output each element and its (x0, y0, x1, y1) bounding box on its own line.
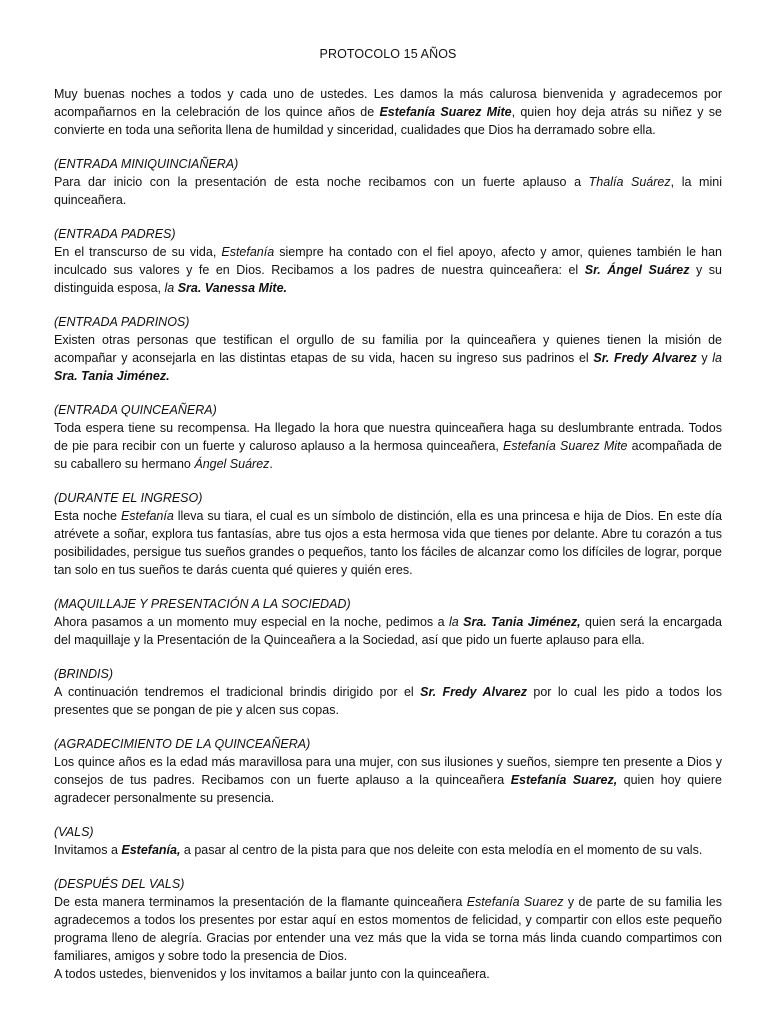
section-10 (54, 875, 722, 965)
text-emphasis: Estefanía Suarez (466, 895, 564, 909)
section-heading: (DESPUÉS DEL VALS) (54, 877, 185, 891)
text-emphasis: Estefanía Suarez, (510, 773, 618, 787)
section-heading: (MAQUILLAJE Y PRESENTACIÓN A LA SOCIEDAD) (54, 597, 351, 611)
section-heading: (BRINDIS) (54, 667, 114, 681)
section-heading: (AGRADECIMIENTO DE LA QUINCEAÑERA) (54, 737, 311, 751)
text-emphasis: Sr. Fredy Alvarez (593, 351, 697, 365)
section-paragraph: Toda espera tiene su recompensa. Ha llegado la hora que nuestra quinceañera haga su deslumbrante entrada. Todos de pie para recibir con un fuerte y caluroso aplauso a la hermosa quinceañera, Estefanía Suarez Mite acompañada de su caballero su hermano Ángel Suárez. (54, 421, 722, 471)
text-emphasis: Sr. Fredy Alvarez (420, 685, 527, 699)
text-emphasis: Estefanía Suarez Mite (379, 105, 512, 119)
section-7 (54, 665, 722, 719)
section-heading: (ENTRADA QUINCEAÑERA) (54, 403, 217, 417)
intro-paragraph: Muy buenas noches a todos y cada uno de ustedes. Les damos la más calurosa bienvenida y agradecemos por acompañarnos en la celebración de los quince años de Estefanía Suarez Mite, quien hoy deja atrás su niñez y se convierte en toda una señorita llena de humildad y sinceridad, cualidades que Dios ha derramado sobre ella. (54, 87, 722, 137)
text-emphasis: Sr. Ángel Suárez (584, 263, 690, 277)
text-emphasis: Estefanía, (121, 843, 181, 857)
section-paragraph: Los quince años es la edad más maravillosa para una mujer, con sus ilusiones y sueños, siempre ten presente a Dios y consejos de tus padres. Recibamos con un fuerte aplauso a la quinceañera Estefanía Suarez, quien hoy quiere agradecer personalmente su presencia. (54, 755, 722, 805)
section-paragraph: Ahora pasamos a un momento muy especial en la noche, pedimos a la Sra. Tania Jiménez, quien será la encargada del maquillaje y la Presentación de la Quinceañera a la Sociedad, así que pido un fuerte aplauso para ella. (54, 615, 722, 647)
section-8 (54, 735, 722, 807)
section-paragraph: De esta manera terminamos la presentación de la flamante quinceañera Estefanía Suarez y de parte de su familia les agradecemos a todos los presentes por estar aquí en estos momentos de felicidad, y compartir con ellos este pequeño programa lleno de alegría. Gracias por entender una vez más que la vida se torna más linda cuando compartimos con familiares, amigos y sobre todo la presencia de Dios. (54, 895, 722, 963)
text-emphasis: Thalía Suárez (588, 175, 671, 189)
text-emphasis: Estefanía (120, 509, 174, 523)
text-emphasis: Sra. Tania Jiménez. (54, 369, 170, 383)
section-heading: (ENTRADA MINIQUINCIAÑERA) (54, 157, 239, 171)
section-paragraph: Esta noche Estefanía lleva su tiara, el cual es un símbolo de distinción, ella es una princesa e hija de Dios. En este día atrévete a soñar, explora tus fantasías, abre tus ojos a esta hermosa vida que tienes por delante. Abre tu corazón a tus posibilidades, persigue tus sueños grandes o pequeños, tanto los fáciles de alcanzar como los difíciles de lograr, porque tan solo en tus sueños te darás cuenta qué quieres y quién eres. (54, 509, 722, 577)
section-paragraph: En el transcurso de su vida, Estefanía siempre ha contado con el fiel apoyo, afecto y amor, quienes también le han inculcado sus valores y fe en Dios. Recibamos a los padres de nuestra quinceañera: el Sr. Ángel Suárez y su distinguida esposa, la Sra. Vanessa Mite. (54, 245, 722, 295)
section-paragraph: Invitamos a Estefanía, a pasar al centro de la pista para que nos deleite con esta melodía en el momento de su vals. (54, 843, 703, 857)
text-emphasis: la (448, 615, 464, 629)
section-paragraph: Existen otras personas que testifican el orgullo de su familia por la quinceañera y quienes tienen la misión de acompañar y aconsejarla en las distintas etapas de su vida, hacen su ingreso sus padrinos el Sr. Fredy Alvarez y la Sra. Tania Jiménez. (54, 333, 722, 383)
text-emphasis: la (164, 281, 178, 295)
section-heading: (VALS) (54, 825, 94, 839)
text-emphasis: la (712, 351, 722, 365)
text-emphasis: Ángel Suárez (194, 457, 270, 471)
text-emphasis: Estefanía Suarez Mite (503, 439, 628, 453)
section-9 (54, 823, 722, 859)
section-heading: (ENTRADA PADRINOS) (54, 315, 190, 329)
section-6 (54, 595, 722, 649)
closing-paragraph: A todos ustedes, bienvenidos y los invitamos a bailar junto con la quinceañera. (54, 967, 490, 981)
sections-container (54, 155, 722, 965)
section-heading: (DURANTE EL INGRESO) (54, 491, 203, 505)
document-title: PROTOCOLO 15 AÑOS (319, 47, 457, 61)
section-paragraph: A continuación tendremos el tradicional brindis dirigido por el Sr. Fredy Alvarez por lo cual les pido a todos los presentes que se pongan de pie y alcen sus copas. (54, 685, 723, 717)
text-emphasis: Sra. Vanessa Mite. (177, 281, 288, 295)
section-2 (54, 225, 722, 297)
section-3 (54, 313, 722, 385)
section-5 (54, 489, 722, 579)
text-emphasis: Sra. Tania Jiménez, (463, 615, 581, 629)
section-4 (54, 401, 722, 473)
section-heading: (ENTRADA PADRES) (54, 227, 176, 241)
section-1 (54, 155, 722, 209)
text-emphasis: Estefanía (221, 245, 275, 259)
section-paragraph: Para dar inicio con la presentación de esta noche recibamos con un fuerte aplauso a Thalía Suárez, la mini quinceañera. (54, 175, 722, 207)
